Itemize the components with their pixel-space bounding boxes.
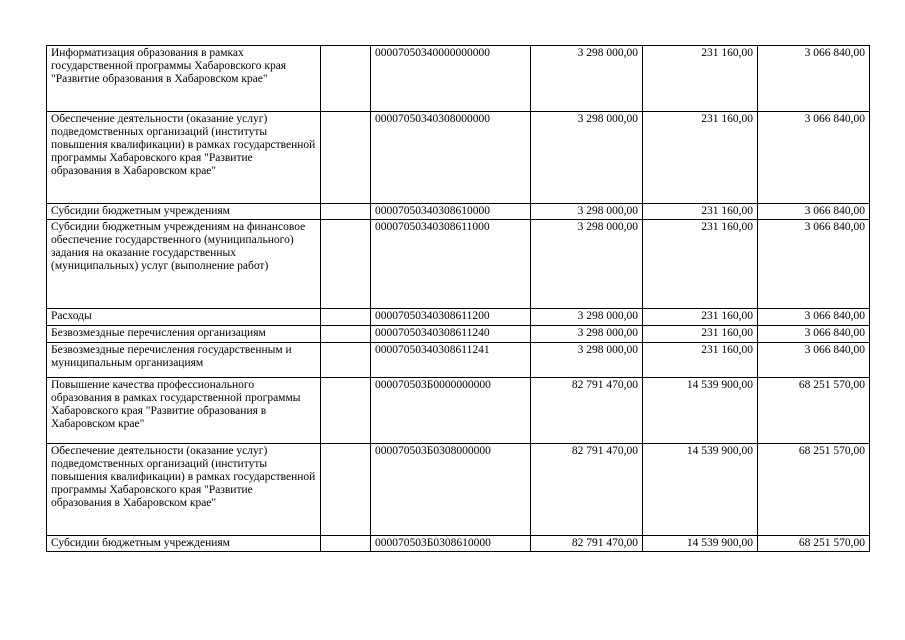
table-row bbox=[47, 378, 870, 444]
row-name: Безвозмездные перечисления государственным и муниципальным организациям bbox=[47, 343, 321, 378]
table-row bbox=[47, 204, 870, 220]
row-executed: 14 539 900,00 bbox=[643, 378, 758, 444]
row-code: 000070503Б0308000000 bbox=[371, 444, 531, 536]
row-empty-cell bbox=[321, 378, 371, 444]
row-name: Субсидии бюджетным учреждениям bbox=[47, 204, 321, 220]
row-empty-cell bbox=[321, 220, 371, 309]
row-empty-cell bbox=[321, 112, 371, 204]
row-code: 000070503Б0308610000 bbox=[371, 536, 531, 552]
row-remaining: 3 066 840,00 bbox=[758, 204, 870, 220]
row-name: Безвозмездные перечисления организациям bbox=[47, 326, 321, 343]
row-empty-cell bbox=[321, 309, 371, 326]
row-name: Повышение качества профессионального образования в рамках государственной программы Хабаровского края "Развитие образования в Хабаровском крае" bbox=[47, 378, 321, 444]
table-row bbox=[47, 309, 870, 326]
table-row bbox=[47, 444, 870, 536]
row-amount: 3 298 000,00 bbox=[531, 220, 643, 309]
row-remaining: 68 251 570,00 bbox=[758, 378, 870, 444]
row-name: Расходы bbox=[47, 309, 321, 326]
row-name: Обеспечение деятельности (оказание услуг) подведомственных организаций (институты повышения квалификации) в рамках государственной программы Хабаровского края "Развитие образования в Хабаровском крае" bbox=[47, 444, 321, 536]
row-amount: 3 298 000,00 bbox=[531, 46, 643, 112]
row-empty-cell bbox=[321, 46, 371, 112]
row-amount: 82 791 470,00 bbox=[531, 444, 643, 536]
row-empty-cell bbox=[321, 444, 371, 536]
row-code: 00007050340308611240 bbox=[371, 326, 531, 343]
row-empty-cell bbox=[321, 343, 371, 378]
row-remaining: 3 066 840,00 bbox=[758, 46, 870, 112]
row-remaining: 3 066 840,00 bbox=[758, 220, 870, 309]
row-remaining: 3 066 840,00 bbox=[758, 112, 870, 204]
row-amount: 3 298 000,00 bbox=[531, 204, 643, 220]
row-code: 00007050340308611241 bbox=[371, 343, 531, 378]
row-executed: 231 160,00 bbox=[643, 46, 758, 112]
row-executed: 231 160,00 bbox=[643, 309, 758, 326]
table-row bbox=[47, 536, 870, 552]
row-executed: 231 160,00 bbox=[643, 326, 758, 343]
row-code: 000070503Б0000000000 bbox=[371, 378, 531, 444]
row-executed: 14 539 900,00 bbox=[643, 444, 758, 536]
row-name: Обеспечение деятельности (оказание услуг) подведомственных организаций (институты повышения квалификации) в рамках государственной программы Хабаровского края "Развитие образования в Хабаровском крае" bbox=[47, 112, 321, 204]
row-amount: 3 298 000,00 bbox=[531, 326, 643, 343]
row-remaining: 3 066 840,00 bbox=[758, 326, 870, 343]
row-empty-cell bbox=[321, 204, 371, 220]
row-amount: 82 791 470,00 bbox=[531, 378, 643, 444]
row-amount: 82 791 470,00 bbox=[531, 536, 643, 552]
row-executed: 231 160,00 bbox=[643, 204, 758, 220]
table-row bbox=[47, 220, 870, 309]
row-remaining: 68 251 570,00 bbox=[758, 444, 870, 536]
row-executed: 14 539 900,00 bbox=[643, 536, 758, 552]
row-empty-cell bbox=[321, 536, 371, 552]
table-row bbox=[47, 343, 870, 378]
row-code: 00007050340308611200 bbox=[371, 309, 531, 326]
row-empty-cell bbox=[321, 326, 371, 343]
row-remaining: 68 251 570,00 bbox=[758, 536, 870, 552]
row-code: 00007050340308611000 bbox=[371, 220, 531, 309]
table-row bbox=[47, 112, 870, 204]
row-name: Субсидии бюджетным учреждениям bbox=[47, 536, 321, 552]
table-row bbox=[47, 326, 870, 343]
row-code: 00007050340308610000 bbox=[371, 204, 531, 220]
table-row bbox=[47, 46, 870, 112]
row-amount: 3 298 000,00 bbox=[531, 343, 643, 378]
row-amount: 3 298 000,00 bbox=[531, 309, 643, 326]
budget-execution-table bbox=[46, 45, 870, 552]
row-amount: 3 298 000,00 bbox=[531, 112, 643, 204]
row-name: Информатизация образования в рамках государственной программы Хабаровского края "Развитие образования в Хабаровском крае" bbox=[47, 46, 321, 112]
row-code: 00007050340000000000 bbox=[371, 46, 531, 112]
row-remaining: 3 066 840,00 bbox=[758, 343, 870, 378]
row-executed: 231 160,00 bbox=[643, 112, 758, 204]
row-executed: 231 160,00 bbox=[643, 343, 758, 378]
row-code: 00007050340308000000 bbox=[371, 112, 531, 204]
row-remaining: 3 066 840,00 bbox=[758, 309, 870, 326]
row-name: Субсидии бюджетным учреждениям на финансовое обеспечение государственного (муниципального) задания на оказание государственных (муниципальных) услуг (выполнение работ) bbox=[47, 220, 321, 309]
row-executed: 231 160,00 bbox=[643, 220, 758, 309]
